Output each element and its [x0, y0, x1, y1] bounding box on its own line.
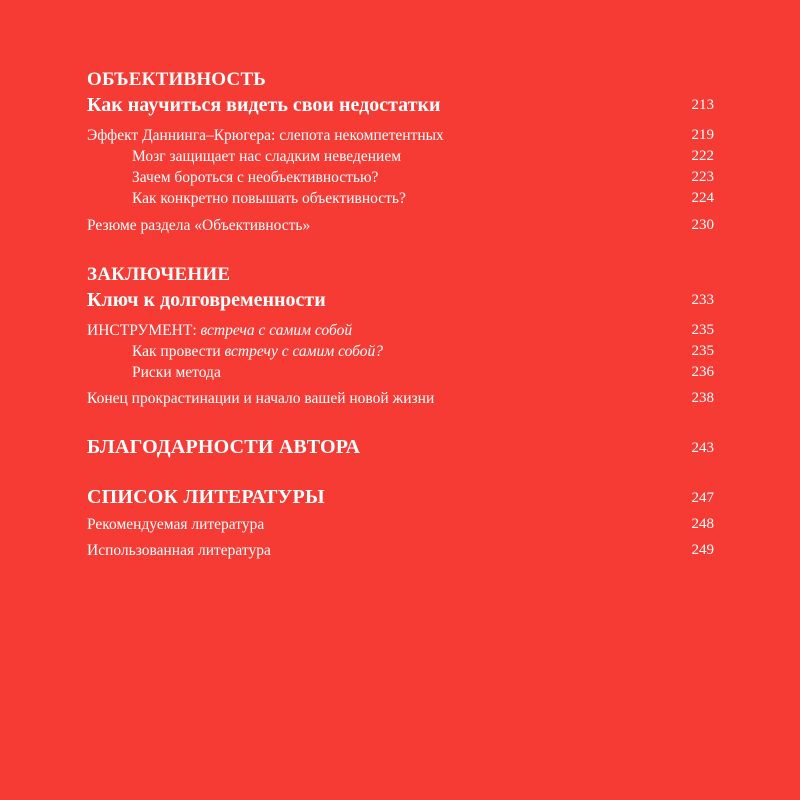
- toc-subentry[interactable]: [87, 364, 714, 384]
- part-heading-objectivity: [87, 69, 714, 93]
- toc-entry[interactable]: [87, 516, 714, 536]
- toc-subentry[interactable]: [87, 190, 714, 210]
- toc-section-bibliography[interactable]: [87, 486, 714, 512]
- entry-title-italic: встречу с самим собой?: [224, 343, 383, 360]
- toc-subentry[interactable]: [87, 169, 714, 189]
- entry-title: Мозг защищает нас сладким неведением: [132, 148, 402, 165]
- part-title: ОБЪЕКТИВНОСТЬ: [87, 69, 267, 90]
- page-number: 233: [691, 292, 714, 308]
- page-number: 230: [691, 217, 714, 233]
- toc-entry[interactable]: [87, 390, 714, 410]
- entry-title: Использованная литература: [87, 542, 271, 559]
- toc-entry[interactable]: [87, 322, 714, 342]
- entry-title: Риски метода: [132, 364, 221, 381]
- toc-subentry[interactable]: [87, 343, 714, 363]
- entry-title: Зачем бороться с необъективностью?: [132, 169, 379, 186]
- page-number: 247: [691, 490, 714, 506]
- chapter-title: Как научиться видеть свои недостатки: [87, 94, 441, 116]
- toc-chapter-conclusion[interactable]: [87, 289, 714, 315]
- toc-entry[interactable]: [87, 542, 714, 562]
- page-number: 243: [691, 440, 714, 456]
- toc-entry[interactable]: [87, 217, 714, 237]
- part-heading-conclusion: [87, 264, 714, 288]
- page-number: 224: [691, 190, 714, 206]
- page-number: 249: [691, 542, 714, 558]
- entry-title: Резюме раздела «Объективность»: [87, 217, 311, 234]
- entry-title-prefix: ИНСТРУМЕНТ:: [87, 322, 201, 339]
- entry-title: [87, 322, 352, 340]
- entry-title: Рекомендуемая литература: [87, 516, 265, 533]
- page-number: 238: [691, 390, 714, 406]
- section-title: СПИСОК ЛИТЕРАТУРЫ: [87, 486, 325, 508]
- part-title: ЗАКЛЮЧЕНИЕ: [87, 264, 231, 285]
- toc-section-acknowledgements[interactable]: [87, 436, 714, 462]
- entry-title: Эффект Даннинга–Крюгера: слепота некомпетентных: [87, 127, 444, 144]
- chapter-title: Ключ к долговременности: [87, 289, 326, 311]
- page-number: 235: [691, 322, 714, 338]
- entry-title: Как конкретно повышать объективность?: [132, 190, 406, 207]
- page-number: 236: [691, 364, 714, 380]
- page-number: 219: [691, 127, 714, 143]
- entry-title: Конец прокрастинации и начало вашей новой жизни: [87, 390, 435, 407]
- page-number: 213: [691, 97, 714, 113]
- page-number: 222: [691, 148, 714, 164]
- toc-subentry[interactable]: [87, 148, 714, 168]
- page-number: 235: [691, 343, 714, 359]
- section-title: БЛАГОДАРНОСТИ АВТОРА: [87, 436, 361, 458]
- page-number: 248: [691, 516, 714, 532]
- page-number: 223: [691, 169, 714, 185]
- entry-title: [132, 343, 383, 361]
- toc-entry[interactable]: [87, 127, 714, 147]
- entry-title-italic: встреча с самим собой: [200, 322, 353, 339]
- entry-title-prefix: Как провести: [132, 343, 225, 360]
- toc-chapter-objectivity[interactable]: [87, 94, 714, 120]
